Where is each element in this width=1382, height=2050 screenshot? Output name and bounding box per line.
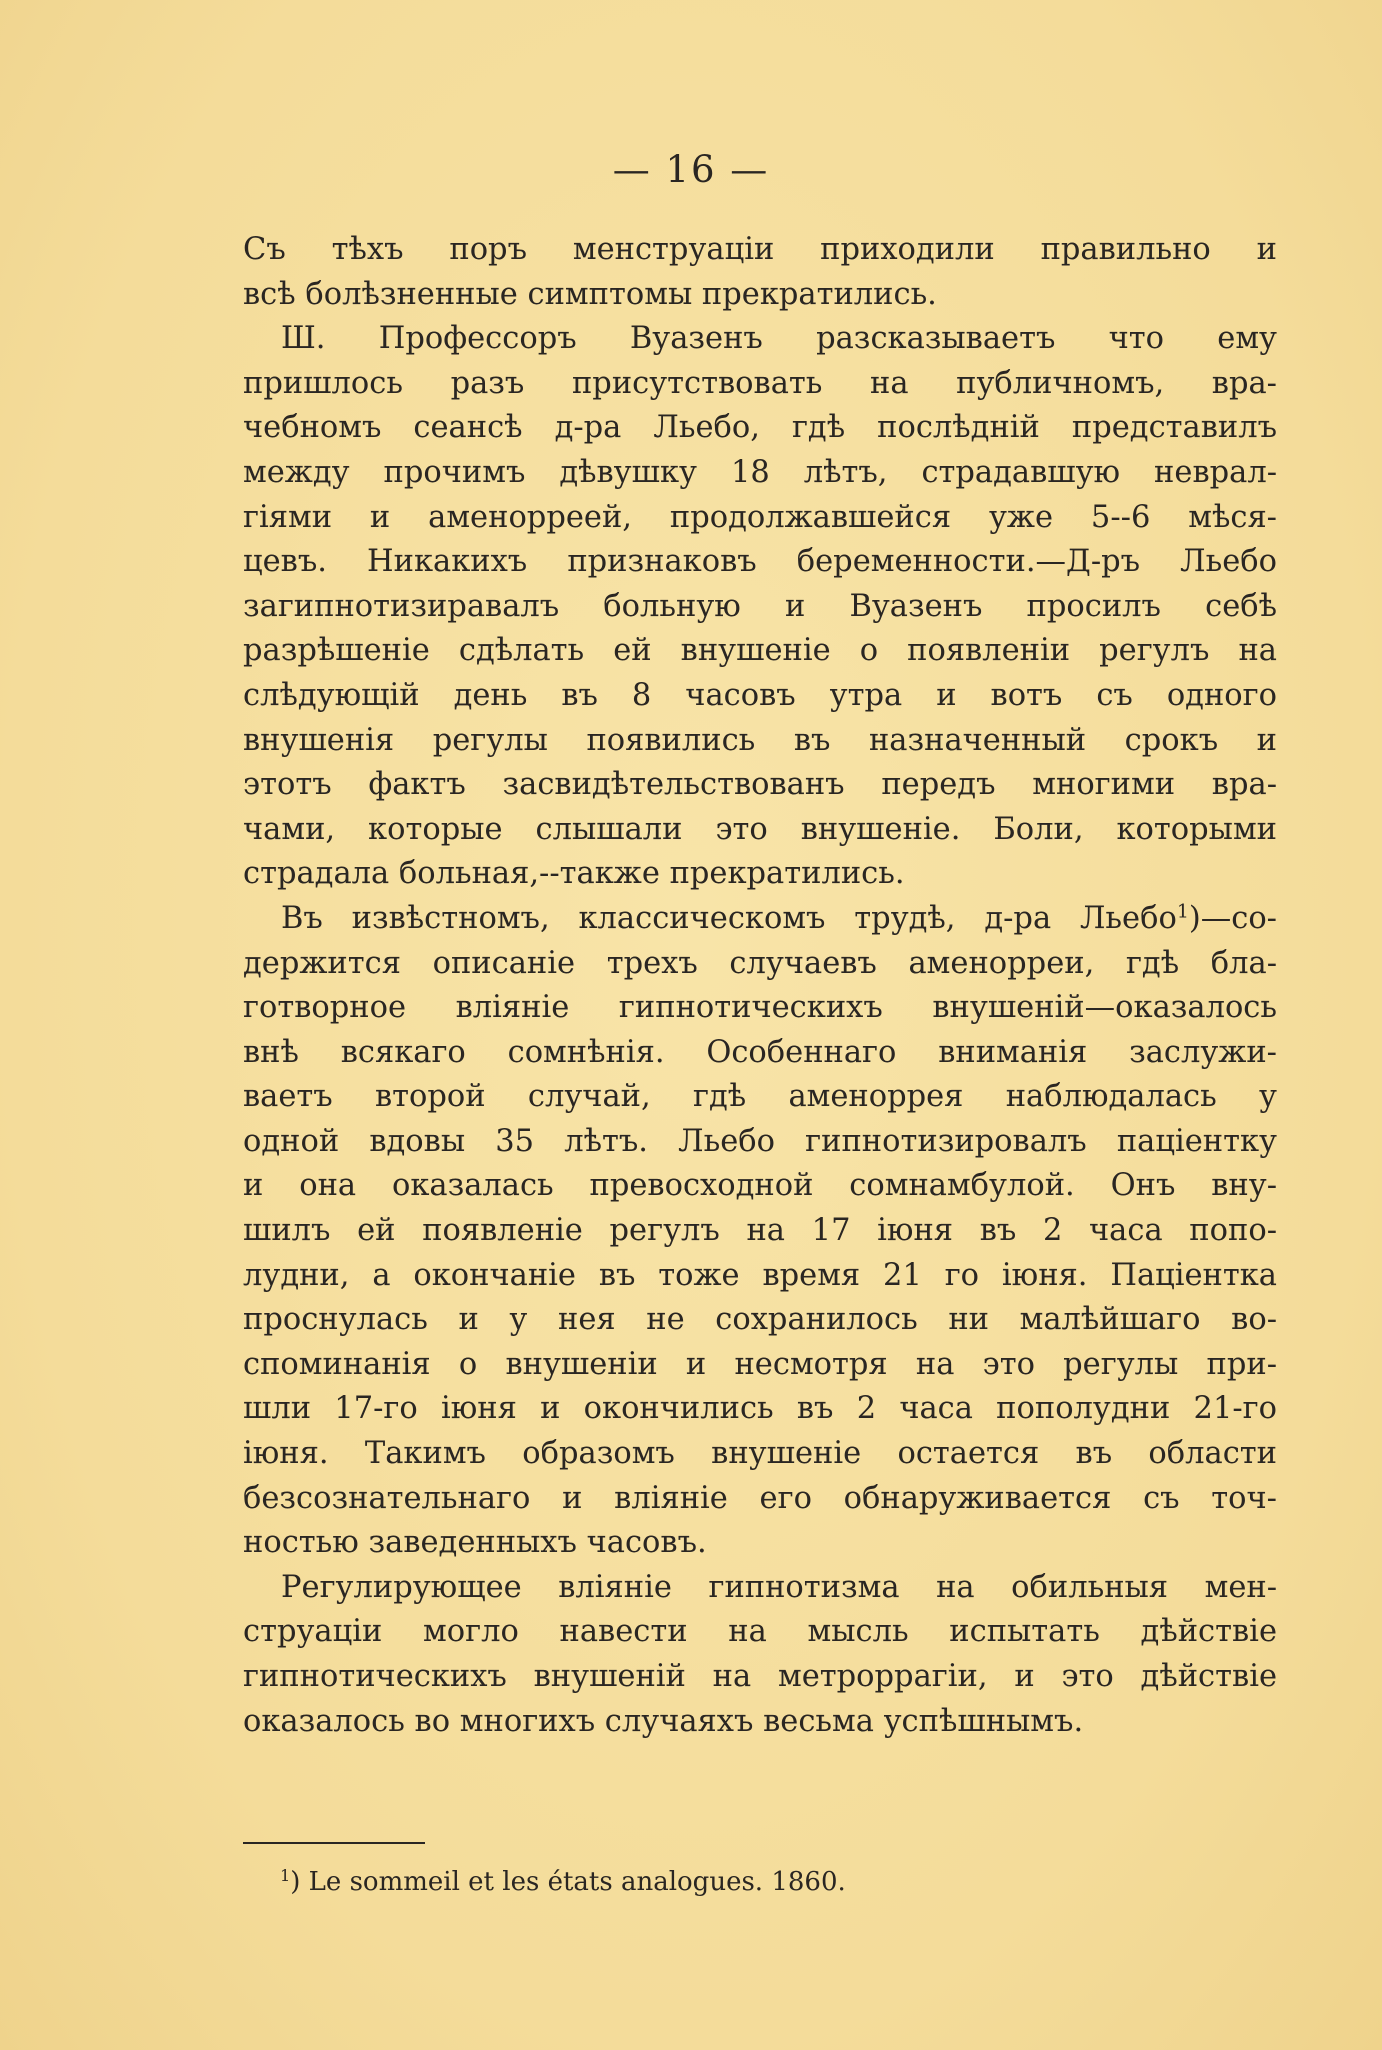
text-line	[243, 942, 1277, 987]
text-line-continuation: )—со-	[1188, 900, 1277, 936]
text-line	[243, 897, 1277, 942]
text-line-content: страдала больная,--также прекратились.	[243, 856, 905, 892]
text-line-content: проснулась и у нея не сохранилось ни малѣйшаго во-	[243, 1302, 1277, 1338]
text-line-content: внѣ всякаго сомнѣнія. Особеннаго вниманія заслужи-	[243, 1034, 1277, 1070]
text-line	[243, 1387, 1277, 1432]
footnote-marker: 1	[280, 1866, 291, 1886]
text-line	[243, 317, 1277, 362]
text-line-content: загипнотизиравалъ больную и Вуазенъ просилъ себѣ	[243, 588, 1277, 624]
text-line	[243, 986, 1277, 1031]
text-line	[243, 406, 1277, 451]
text-line	[243, 273, 1277, 318]
text-line-content: ваетъ второй случай, гдѣ аменоррея наблюдалась у	[243, 1079, 1277, 1115]
text-line	[243, 1477, 1277, 1522]
text-line	[243, 1432, 1277, 1477]
text-line-content: гіями и аменорреей, продолжавшейся уже 5--6 мѣся-	[243, 499, 1277, 535]
body-text	[243, 228, 1277, 1744]
page-number: — 16 —	[612, 148, 770, 191]
text-line-content: Съ тѣхъ поръ менструаціи приходили правильно и	[243, 232, 1277, 267]
text-line	[243, 1164, 1277, 1209]
text-line-content: внушенія регулы появились въ назначенный срокъ и	[243, 722, 1277, 758]
text-line-content: шли 17-го іюня и окончились въ 2 часа пополудни 21-го	[243, 1391, 1277, 1427]
text-line	[243, 1700, 1277, 1745]
text-line-content: ностью заведенныхъ часовъ.	[243, 1525, 707, 1561]
text-line	[243, 451, 1277, 496]
text-line	[243, 585, 1277, 630]
text-line-content: цевъ. Никакихъ признаковъ беременности.—Д-ръ Льебо	[243, 544, 1277, 580]
text-line-content: держится описаніе трехъ случаевъ аменорреи, гдѣ бла-	[243, 945, 1277, 981]
text-line-content: іюня. Такимъ образомъ внушеніе остается въ области	[243, 1436, 1277, 1472]
text-line-content: всѣ болѣзненные симптомы прекратились.	[243, 276, 937, 312]
text-line-content: чебномъ сеансѣ д-ра Льебо, гдѣ послѣдній представилъ	[243, 410, 1277, 446]
text-line	[243, 496, 1277, 541]
text-line-content: шилъ ей появленіе регулъ на 17 іюня въ 2 часа попо-	[243, 1213, 1277, 1249]
text-line-content: разрѣшеніе сдѣлать ей внушеніе о появленіи регулъ на	[243, 633, 1277, 669]
text-line-content: лудни, а окончаніе въ тоже время 21 го іюня. Паціентка	[243, 1257, 1277, 1293]
text-line-content: Ш. Профессоръ Вуазенъ разсказываетъ что ему	[281, 321, 1277, 357]
text-line	[243, 362, 1277, 407]
text-line-content: слѣдующій день въ 8 часовъ утра и вотъ съ одного	[243, 677, 1277, 713]
text-line-content: готворное вліяніе гипнотическихъ внушеній—оказалось	[243, 990, 1277, 1026]
text-line	[243, 808, 1277, 853]
text-line	[243, 629, 1277, 674]
text-line-content: споминанія о внушеніи и несмотря на это регулы при-	[243, 1346, 1277, 1382]
footnote	[280, 1862, 846, 1902]
text-line-content: оказалось во многихъ случаяхъ весьма успѣшнымъ.	[243, 1703, 1084, 1739]
text-line	[243, 1566, 1277, 1611]
text-line	[243, 1075, 1277, 1120]
text-line	[243, 852, 1277, 897]
text-line-content: Регулирующее вліяніе гипнотизма на обильныя мен-	[281, 1569, 1277, 1605]
text-line	[243, 1521, 1277, 1566]
text-line	[243, 674, 1277, 719]
text-line	[243, 1031, 1277, 1076]
text-line-content: чами, которые слышали это внушеніе. Боли, которыми	[243, 811, 1277, 847]
text-line-content: между прочимъ дѣвушку 18 лѣтъ, страдавшую неврал-	[243, 454, 1277, 490]
text-line	[243, 1298, 1277, 1343]
text-line	[243, 1120, 1277, 1165]
text-line	[243, 1254, 1277, 1299]
text-line	[243, 228, 1277, 273]
footnote-text: ) Le sommeil et les états analogues. 1860.	[290, 1867, 846, 1897]
text-line-content: одной вдовы 35 лѣтъ. Льебо гипнотизировалъ паціентку	[243, 1123, 1277, 1159]
text-line-content: гипнотическихъ внушеній на метроррагіи, и это дѣйствіе	[243, 1659, 1277, 1694]
text-line-content: струаціи могло навести на мысль испытать дѣйствіе	[243, 1614, 1277, 1650]
footnote-divider	[243, 1842, 425, 1844]
text-line	[243, 540, 1277, 585]
text-line-content: безсознательнаго и вліяніе его обнаруживается съ точ-	[243, 1480, 1277, 1516]
text-line	[243, 1655, 1277, 1700]
text-line	[243, 1209, 1277, 1254]
text-line	[243, 1610, 1277, 1655]
text-line-content: пришлось разъ присутствовать на публичномъ, вра-	[243, 365, 1277, 401]
text-line-content: и она оказалась превосходной сомнамбулой. Онъ вну-	[243, 1168, 1277, 1204]
text-line-content: Въ извѣстномъ, классическомъ трудѣ, д-ра Льебо	[281, 900, 1177, 936]
text-line	[243, 763, 1277, 808]
text-line	[243, 1343, 1277, 1388]
text-line-content: этотъ фактъ засвидѣтельствованъ передъ многими вра-	[243, 767, 1277, 803]
text-line	[243, 719, 1277, 764]
footnote-reference: 1	[1176, 900, 1189, 923]
